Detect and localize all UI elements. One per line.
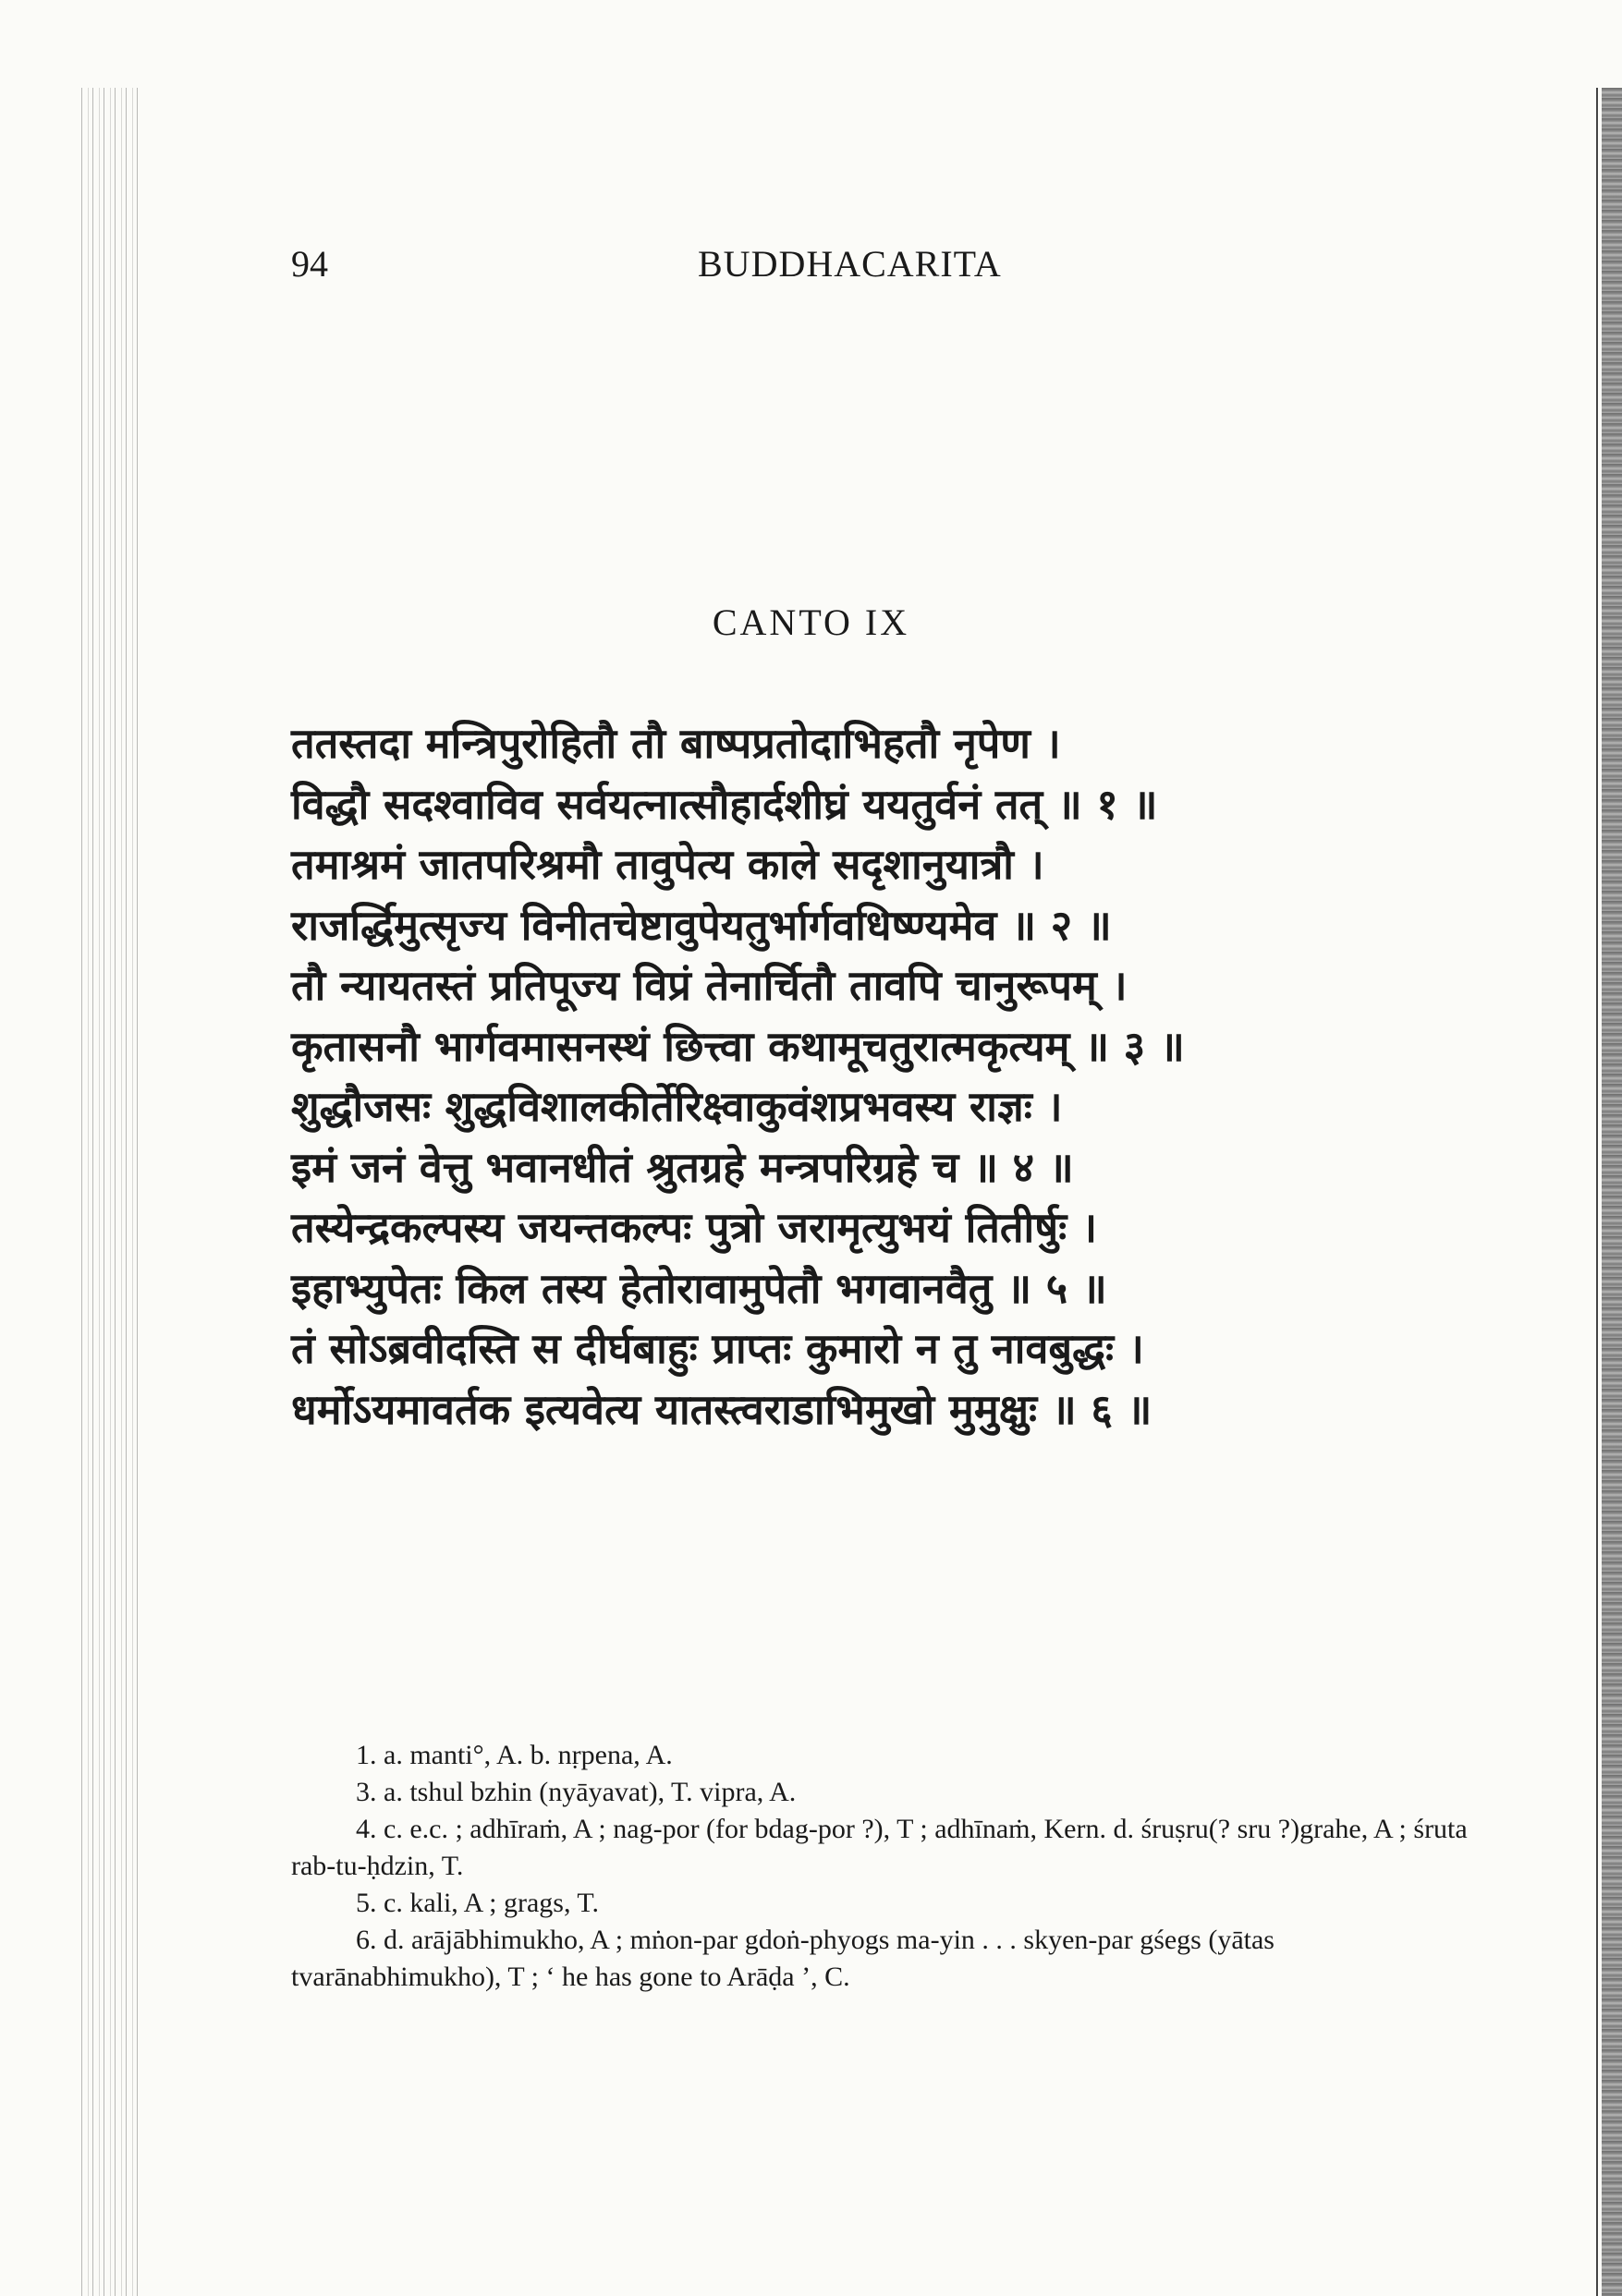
verse-block <box>291 716 1493 1442</box>
book-gutter-left <box>78 88 142 2296</box>
verse-line: तमाश्रमं जातपरिश्रमौ तावुपेत्य काले सदृशानुयात्रौ । <box>291 840 1044 889</box>
verse-line: तौ न्यायतस्तं प्रतिपूज्य विप्रं तेनार्चितौ तावपि चानुरूपम् । <box>291 961 1128 1010</box>
footnote: 1. a. manti°, A. b. nṛpena, A. <box>356 1740 673 1770</box>
footnote: 4. c. e.c. ; adhīraṁ, A ; nag-por (for bdag-por ?), T ; adhīnaṁ, Kern. d. śruṣru(? sru ?)grahe, A ; śruta rab-tu-ḥdzin, T. <box>291 1814 1468 1881</box>
footnote: 3. a. tshul bzhin (nyāyavat), T. vipra, A. <box>356 1777 797 1807</box>
verse-line: इमं जनं वेत्तु भवानधीतं श्रुतग्रहे मन्त्रपरिग्रहे च ॥ ४ ॥ <box>291 1142 1074 1192</box>
verse-line: इहाभ्युपेतः किल तस्य हेतोरावामुपेतौ भगवानवैतु ॥ ५ ॥ <box>291 1263 1107 1313</box>
page-header <box>291 242 1086 288</box>
verse-line: ततस्तदा मन्त्रिपुरोहितौ तौ बाष्पप्रतोदाभिहतौ नृपेण । <box>291 719 1061 768</box>
footnote: 6. d. arājābhimukho, A ; mṅon-par gdoṅ-phyogs ma-yin . . . skyen-par gśegs (yātas tvarānabhimukho), T ; ‘ he has gone to Arāḍa ’, C. <box>291 1925 1274 1992</box>
running-title: BUDDHACARITA <box>698 243 1002 285</box>
verse-line: शुद्धौजसः शुद्धविशालकीर्तेरिक्ष्वाकुवंशप्रभवस्य राज्ञः । <box>291 1082 1063 1131</box>
verse-line: तस्येन्द्रकल्पस्य जयन्तकल्पः पुत्रो जरामृत्युभयं तितीर्षुः । <box>291 1203 1097 1252</box>
verse-line: विद्धौ सदश्वाविव सर्वयत्नात्सौहार्दशीघ्रं ययतुर्वनं तत् ॥ १ ॥ <box>291 779 1158 829</box>
page-number: 94 <box>291 243 328 285</box>
verse-line: कृतासनौ भार्गवमासनस्थं छित्त्वा कथामूचतुरात्मकृत्यम् ॥ ३ ॥ <box>291 1021 1185 1071</box>
footnotes <box>291 1737 1470 1996</box>
verse-line: तं सोऽब्रवीदस्ति स दीर्घबाहुः प्राप्तः कुमारो न तु नावबुद्धः । <box>291 1324 1144 1373</box>
footnote: 5. c. kali, A ; grags, T. <box>356 1888 600 1918</box>
verse-line: राजर्द्धिमुत्सृज्य विनीतचेष्टावुपेयतुर्भार्गवधिष्ण्यमेव ॥ २ ॥ <box>291 900 1112 950</box>
verse-line: धर्मोऽयमावर्तक इत्यवेत्य यातस्त्वराडाभिमुखो मुमुक्षुः ॥ ६ ॥ <box>291 1384 1152 1434</box>
book-edge-right <box>1602 88 1622 2296</box>
canto-heading: CANTO IX <box>712 601 910 643</box>
page-edge-line <box>1596 88 1598 2296</box>
